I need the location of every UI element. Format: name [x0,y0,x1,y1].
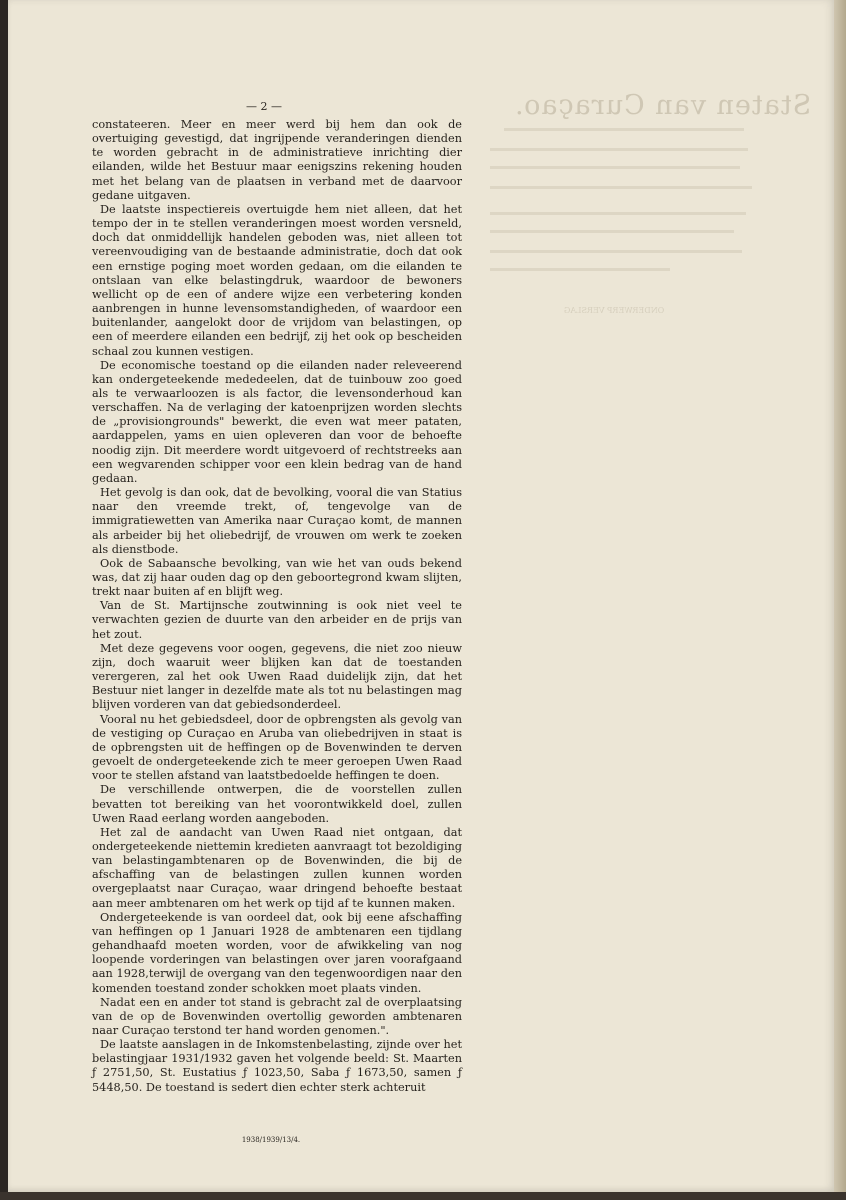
paragraph: Ondergeteekende is van oordeel dat, ook bij eene afschaffing van heffingen op 1 Januari 1928 de ambtenaren een tijdlang gehandhaafd moeten worden, voor de afwikkeling van nog loopende vorderingen van belastingen over jaren voorafgaand aan 1928,terwijl de overgang van den tegenwoordigen naar den komenden toestand zonder schokken moet plaats vinden. [92,910,462,995]
bleed-through-small-text: ONDERWERP VERSLAG [564,306,665,315]
bleed-through-line [490,212,746,215]
bleed-through-line [490,166,740,169]
paragraph: Vooral nu het gebiedsdeel, door de opbrengsten als gevolg van de vestiging op Curaçao en Aruba van oliebedrijven in staat is de opbrengsten uit de heffingen op de Bovenwinden te derven gevoelt de ondergeteekende zich te meer geroepen Uwen Raad voor te stellen afstand van laatstbedoelde heffingen te doen. [92,712,462,783]
paragraph: Het gevolg is dan ook, dat de bevolking, vooral die van Statius naar den vreemde trekt, of, tengevolge van de immigratiewetten van Amerika naar Curaçao komt, de mannen als arbeider bij het oliebedrijf, de vrouwen om werk te zoeken als dienstbode. [92,486,462,556]
bleed-through-line [490,148,748,151]
body-text [92,118,462,1095]
paragraph: Met deze gegevens voor oogen, gegevens, die niet zoo nieuw zijn, doch waaruit weer blijken kan dat de toestanden verergeren, zal het ook Uwen Raad duidelijk zijn, dat het Bestuur niet langer in dezelfde mate als tot nu belastingen mag blijven vorderen van dat gebiedsonderdeel. [92,641,462,712]
paragraph: Het zal de aandacht van Uwen Raad niet ontgaan, dat ondergeteekende niettemin kredieten aanvraagt tot bezoldiging van belastingambtenaren op de Bovenwinden, die bij de afschaffing van de belastingen zullen kunnen worden overgeplaatst naar Curaçao, waar dringend behoefte bestaat aan meer ambtenaren om het werk op tijd af te kunnen maken. [92,825,462,910]
page-number: — 2 — [246,100,282,113]
paragraph: De verschillende ontwerpen, die de voorstellen zullen bevatten tot bereiking van het voorontwikkeld doel, zullen Uwen Raad eerlang worden aangeboden. [92,783,462,825]
bleed-through-line [490,186,752,189]
paragraph: constateeren. Meer en meer werd bij hem dan ook de overtuiging gevestigd, dat ingrijpende veranderingen dienden te worden gebracht in de administratieve inrichting dier eilanden, wilde het Bestuur maar eenigszins rekening houden met het belang van de plaatsen in verband met de daarvoor gedane uitgaven. [92,118,462,202]
page-edge [834,0,846,1200]
print-code: 1938/1939/13/4. [241,1136,301,1144]
paragraph: De laatste inspectiereis overtuigde hem niet alleen, dat het tempo der in te stellen veranderingen moest worden versneld, doch dat onmiddellijk handelen geboden was, niet alleen tot vereenvoudiging van de bestaande administratie, doch dat ook een ernstige poging moet worden gedaan, om die eilanden te ontslaan van elke belastingdruk, waardoor de bewoners wellicht op de een of andere wijze een verbetering konden aanbrengen in hunne levensomstandigheden, of waardoor een buitenlander, aangelokt door de vrijdom van belastingen, op een of meerdere eilanden een bedrijf, zij het ook op bescheiden schaal zou kunnen vestigen. [92,202,462,358]
bleed-through-line [490,230,734,233]
paragraph: Van de St. Martijnsche zoutwinning is ook niet veel te verwachten gezien de duurte van den arbeider en de prijs van het zout. [92,599,462,641]
bleed-through-line [490,250,742,253]
paragraph: Nadat een en ander tot stand is gebracht zal de overplaatsing van de op de Bovenwinden overtollig geworden ambtenaren naar Curaçao terstond ter hand worden genomen.". [92,995,462,1037]
paragraph: De economische toestand op die eilanden nader releveerend kan ondergeteekende mededeelen, dat de tuinbouw zoo goed als te verwaarloozen is als factor, die levensonderhoud kan verschaffen. Na de verlaging der katoenprijzen worden slechts de „provisiongrounds" bewerkt, die even wat meer pataten, aardappelen, yams en uien opleveren dan voor de behoefte noodig zijn. Dit meerdere wordt uitgevoerd of rechtstreeks aan een wegvarenden schipper voor een klein bedrag van de hand gedaan. [92,358,462,485]
paragraph: Ook de Sabaansche bevolking, van wie het van ouds bekend was, dat zij haar ouden dag op den geboortegrond kwam slijten, trekt naar buiten af en blijft weg. [92,556,462,599]
bleed-through-line [504,128,744,131]
document-page [8,0,834,1192]
bleed-through-title: Staten van Curaçao. [514,90,812,121]
paragraph: De laatste aanslagen in de Inkomstenbelasting, zijnde over het belastingjaar 1931/1932 gaven het volgende beeld: St. Maarten ƒ 2751,50, St. Eustatius ƒ 1023,50, Saba ƒ 1673,50, samen ƒ 5448,50. De toestand is sedert dien echter sterk achteruit [92,1038,462,1094]
scan-border [0,1192,846,1200]
bleed-through-line [490,268,670,271]
